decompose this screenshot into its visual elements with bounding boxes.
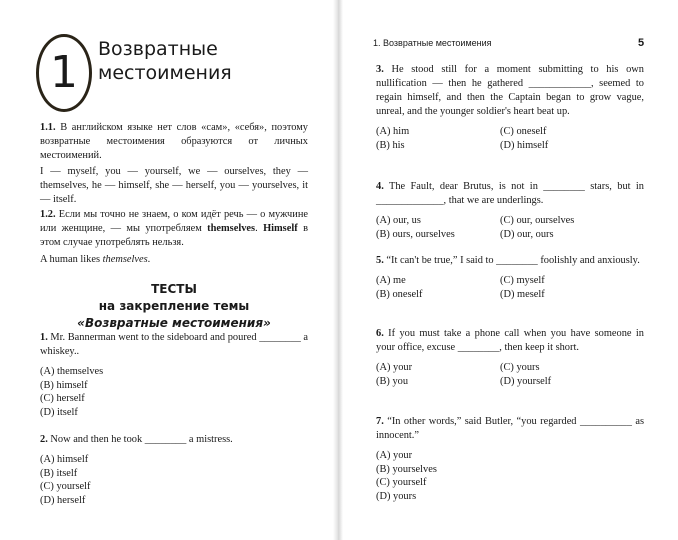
section-1-2-bold-themselves: themselves bbox=[207, 223, 256, 234]
question-1-option-a: (A) themselves bbox=[40, 366, 104, 377]
question-2-number: 2. bbox=[40, 434, 48, 445]
question-5-option-a: (A) me bbox=[376, 275, 406, 286]
question-7-number: 7. bbox=[376, 416, 384, 427]
question-2-option-c: (C) yourself bbox=[40, 481, 91, 493]
question-3-options-row2 bbox=[376, 139, 644, 153]
question-7-stem bbox=[376, 415, 644, 443]
question-6-option-b: (B) you bbox=[376, 375, 409, 387]
example-prefix: A human likes bbox=[40, 254, 103, 265]
question-7-option-b: (B) yourselves bbox=[376, 463, 437, 475]
question-5-options bbox=[376, 274, 644, 301]
tests-heading-line3: «Возвратные местоимения» bbox=[77, 316, 271, 330]
question-5 bbox=[376, 254, 644, 301]
example-sentence bbox=[40, 253, 308, 267]
section-1-2 bbox=[40, 208, 308, 250]
question-2-option-a: (A) himself bbox=[40, 454, 89, 465]
question-4-text: The Fault, dear Brutus, is not in ________ stars, but in _____________, that we are underlings. bbox=[376, 181, 644, 206]
question-3-option-b: (B) his bbox=[376, 139, 405, 151]
question-4-option-c: (C) our, ourselves bbox=[500, 215, 575, 226]
question-4-option-b: (B) ours, ourselves bbox=[376, 228, 455, 240]
question-1-stem bbox=[40, 331, 308, 359]
section-1-2-text-a: Если мы точно не знаем, о ком идёт речь — о мужчине или женщине, — мы употребляем bbox=[40, 209, 308, 234]
question-4-number: 4. bbox=[376, 181, 384, 192]
question-6-options-row1 bbox=[376, 361, 644, 375]
question-3-option-a: (A) him bbox=[376, 126, 410, 137]
question-2-options bbox=[40, 453, 308, 507]
question-3-text: He stood still for a moment submitting to his own nullification — then he gathered ____________, seemed to regain himself, and then the Captain began to grow vague, unreal, and the younger soldier's heart beat up. bbox=[376, 64, 644, 117]
question-6-options-row2 bbox=[376, 375, 644, 389]
question-5-options-row2 bbox=[376, 288, 644, 302]
section-1-1-number: 1.1. bbox=[40, 122, 56, 133]
section-1-1-text: В английском языке нет слов «сам», «себя», поэтому возвратные местоимения образуются от личных местоимений. bbox=[40, 122, 308, 161]
question-3-stem bbox=[376, 63, 644, 119]
example-suffix: . bbox=[147, 254, 151, 265]
question-5-option-b: (B) oneself bbox=[376, 288, 423, 300]
question-6-text: If you must take a phone call when you have someone in your office, excuse ________, then keep it short. bbox=[376, 328, 644, 353]
question-5-number: 5. bbox=[376, 255, 384, 266]
question-2 bbox=[40, 433, 308, 507]
question-1-option-d: (D) itself bbox=[40, 406, 78, 418]
page-number: 5 bbox=[638, 37, 645, 49]
question-5-options-row1 bbox=[376, 274, 644, 288]
question-6-option-c: (C) yours bbox=[500, 362, 540, 373]
question-5-option-c: (C) myself bbox=[500, 275, 545, 286]
question-7-option-c: (C) yourself bbox=[376, 477, 427, 489]
question-6-options bbox=[376, 361, 644, 388]
question-5-text: “It can't be true,” I said to ________ foolishly and anxiously. bbox=[383, 255, 640, 266]
question-2-option-b: (B) itself bbox=[40, 467, 78, 479]
running-head: 1. Возвратные местоимения bbox=[373, 38, 492, 48]
question-6-stem bbox=[376, 327, 644, 355]
question-4-stem bbox=[376, 180, 644, 208]
question-7-options bbox=[376, 449, 644, 503]
chapter-number: 1 bbox=[50, 47, 78, 98]
question-7-option-a: (A) your bbox=[376, 450, 413, 461]
book-spine bbox=[333, 0, 343, 540]
chapter-title bbox=[98, 37, 232, 85]
chapter-title-line1: Возвратные bbox=[98, 38, 218, 60]
section-1-2-text-b: . bbox=[255, 223, 264, 234]
question-4-options bbox=[376, 214, 644, 241]
question-3-options bbox=[376, 125, 644, 152]
section-1-2-bold-himself: Himself bbox=[263, 223, 298, 234]
question-7-text: “In other words,” said Butler, “you regarded __________ as innocent.” bbox=[376, 416, 644, 441]
chapter-title-line2: местоимения bbox=[98, 62, 232, 84]
question-1-option-b: (B) himself bbox=[40, 379, 88, 391]
question-7-option-d: (D) yours bbox=[376, 490, 417, 502]
section-1-1 bbox=[40, 121, 308, 163]
pronoun-list: I — myself, you — yourself, we — ourselves, they — themselves, he — himself, she — herself, you — yourselves, it — itself. bbox=[40, 166, 308, 205]
question-2-stem bbox=[40, 433, 308, 447]
question-3-number: 3. bbox=[376, 64, 384, 75]
question-6 bbox=[376, 327, 644, 388]
tests-heading-line2: на закрепление темы bbox=[98, 299, 250, 313]
question-1-options bbox=[40, 365, 308, 419]
question-1 bbox=[40, 331, 308, 419]
question-4 bbox=[376, 180, 644, 241]
question-1-option-c: (C) herself bbox=[40, 393, 85, 405]
question-1-number: 1. bbox=[40, 332, 48, 343]
tests-heading bbox=[40, 281, 308, 332]
question-1-text: Mr. Bannerman went to the sideboard and poured ________ a whiskey.. bbox=[40, 332, 308, 357]
question-7 bbox=[376, 415, 644, 503]
question-4-option-d: (D) our, ours bbox=[500, 228, 554, 240]
question-6-option-a: (A) your bbox=[376, 362, 413, 373]
question-3-options-row1 bbox=[376, 125, 644, 139]
question-6-number: 6. bbox=[376, 328, 384, 339]
left-page bbox=[0, 0, 333, 540]
section-1-2-number: 1.2. bbox=[40, 209, 56, 220]
question-2-text: Now and then he took ________ a mistress. bbox=[47, 434, 233, 445]
chapter-number-badge bbox=[36, 34, 92, 112]
tests-heading-line1: ТЕСТЫ bbox=[151, 282, 197, 296]
right-page bbox=[343, 0, 678, 540]
question-4-options-row1 bbox=[376, 214, 644, 228]
question-3-option-c: (C) oneself bbox=[500, 126, 547, 137]
question-6-option-d: (D) yourself bbox=[500, 375, 552, 387]
question-5-option-d: (D) meself bbox=[500, 288, 545, 300]
question-4-option-a: (A) our, us bbox=[376, 215, 421, 226]
section-1-2-text-c: в этом случае употреблять нельзя. bbox=[40, 223, 308, 248]
question-2-option-d: (D) herself bbox=[40, 494, 86, 506]
question-3-option-d: (D) himself bbox=[500, 139, 549, 151]
question-3 bbox=[376, 63, 644, 152]
example-italic: themselves bbox=[102, 254, 148, 265]
question-5-stem bbox=[376, 254, 644, 268]
question-4-options-row2 bbox=[376, 228, 644, 242]
